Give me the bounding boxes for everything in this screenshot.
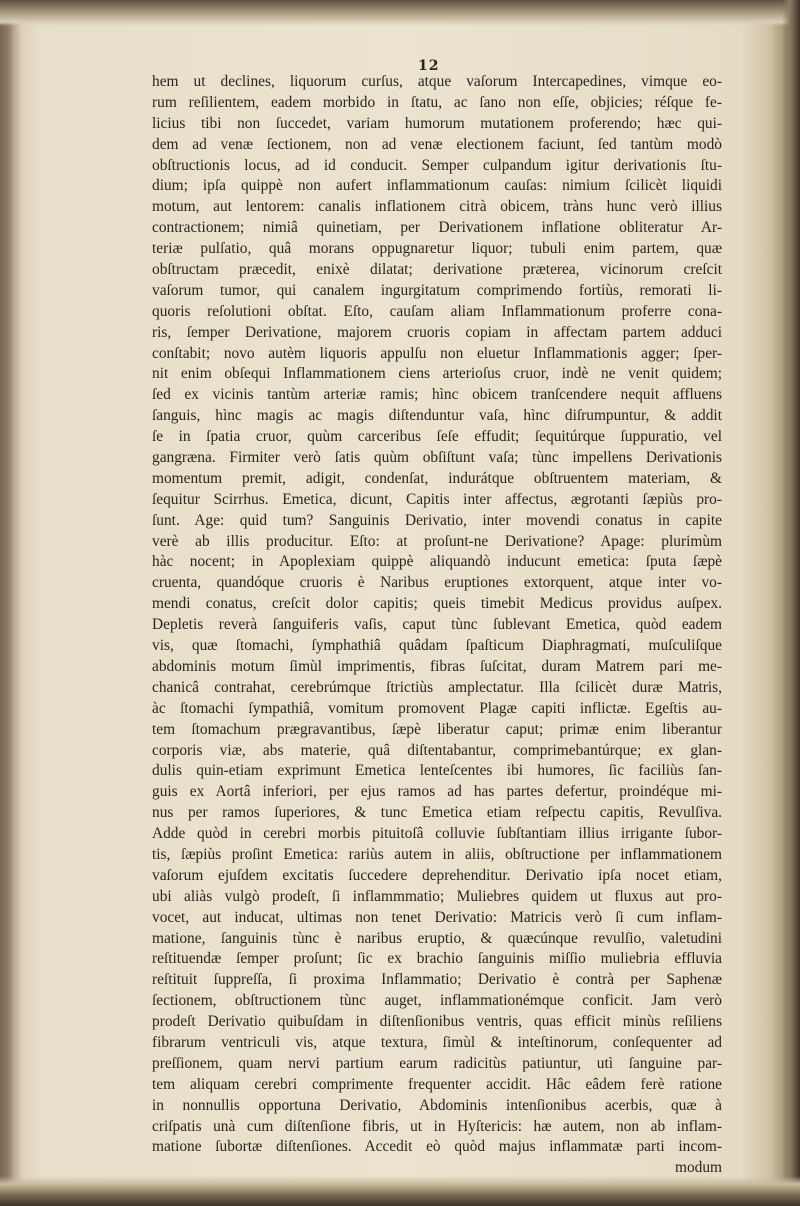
text-line: preſſionem, quam nervi partium earum radicitùs patiuntur, utì ſanguine par- [152,1054,722,1072]
text-line: dulis quin-etiam exprimunt Emetica lenteſcentes ibi humores, ſic faciliùs ſan- [152,762,722,780]
text-line: ſe in ſpatia cruor, quùm carceribus ſeſe effudit; ſequitúrque ſuppuratio, vel [152,428,722,446]
text-line: prodeſt Derivatio quibuſdam in diſtenſionibus ventris, quas efficit minùs reſiliens [152,1013,722,1031]
text-line: obſtructionis locus, ad id conducit. Semper culpandum igitur derivationis ſtu- [152,156,722,174]
text-line: tem ſtomachum prægravantibus, ſæpè liberatur caput; primæ enim liberantur [152,720,722,738]
text-line: dem ad venæ ſectionem, non ad venæ electionem faciunt, ſed tantùm modò [152,135,722,153]
text-line: in nonnullis opportuna Derivatio, Abdominis intenſionibus acerbis, quæ à [152,1096,722,1114]
text-line: tem aliquam cerebri comprimente frequenter accidit. Hâc eâdem ferè ratione [152,1075,722,1093]
text-line: vaſorum ejuſdem excitatis ſuccedere deprehenditur. Derivatio ipſa nocet etiam, [152,866,722,884]
text-line: cruenta, quandóque cruoris è Naribus eruptiones extorquent, atque inter vo- [152,574,722,592]
text-line: Depletis reverà ſanguiferis vaſis, caput tùnc ſublevant Emetica, quòd eadem [152,616,722,634]
text-line: ris, ſemper Derivatione, majorem cruoris copiam in affectam partem adduci [152,323,722,341]
text-line: dium; ipſa quippè non aufert inflammationum cauſas: nimium ſcilicèt liquidi [152,177,722,195]
text-line: rum reſilientem, eadem morbido in ſtatu, ac ſano non eſſe, objicies; réſque fe- [152,93,722,111]
text-line: conſtabit; novo autèm liquoris appulſu non eluetur Inflammationis agger; ſper- [152,344,722,362]
text-line: vaſorum tumor, qui canalem ingurgitatum comprimendo fortiùs, remorati li- [152,281,722,299]
text-line: ſanguis, hìnc magis ac magis diſtenduntur vaſa, hìnc diſrumpuntur, & addit [152,407,722,425]
text-line: obſtructam præcedit, enixè dilatat; derivatione præterea, vicinorum creſcit [152,261,722,279]
text-line: matione, ſanguinis tùnc è naribus eruptio, & quæcúnque revulſio, valetudini [152,929,722,947]
text-line: ſed ex vicinis tantùm arteriæ ramis; hìnc obicem tranſcendere nequit affluens [152,386,722,404]
text-line: nit enim obſequi Inflammationem ciens arterioſus cruor, indè ne venit quidem; [152,365,722,383]
text-line: criſpatis unà cum diſtenſione fibris, ut in Hyſtericis: hæ autem, non ab inflam- [152,1117,722,1135]
text-line: Adde quòd in cerebri morbis pituitoſâ colluvie ſubſtantiam illius irrigante ſubor- [152,825,722,843]
text-line: àc ſtomachi ſympathiâ, vomitum promovent Plagæ capiti inflictæ. Egeſtis au- [152,699,722,717]
text-line: momentum premit, adigit, condenſat, indurátque obſtruentem materiam, & [152,469,722,487]
text-line: chanicâ contrahat, cerebrúmque ſtrictiùs amplectatur. Illa ſcilicèt duræ Matris, [152,678,722,696]
text-line: hàc nocent; in Apoplexiam quippè aliquandò inducunt emetica: ſputa ſæpè [152,553,722,571]
text-line: licius tibi non ſuccedet, variam humorum mutationem proferendo; hæc qui- [152,114,722,132]
text-line: ſunt. Age: quid tum? Sanguinis Derivatio, inter movendi conatus in capite [152,511,722,529]
text-line: ubi aliàs vulgò prodeſt, ſi inflammmatio; Muliebres quidem ut fluxus aut pro- [152,887,722,905]
page-top-edge [0,0,800,26]
body-text [152,72,722,1179]
text-line: hem ut declines, liquorum curſus, atque vaſorum Intercapedines, vimque eo- [152,73,722,90]
text-line: reſtituit ſuppreſſa, ſi proxima Inflammatio; Derivatio è contrà per Saphenæ [152,971,722,989]
text-line: motum, aut lentorem: canalis inflationem citrà obicem, tràns hunc verò illius [152,198,722,216]
text-line: quoris reſolutioni obſtat. Eſto, cauſam aliam Inflammationum proferre cona- [152,302,722,320]
text-line: mendi conatus, creſcit dolor capitis; queis timebit Medicus providus auſpex. [152,595,722,613]
text-line: vocet, aut inducat, ultimas non tenet Derivatio: Matricis verò ſi cum inflam- [152,908,722,926]
text-line: matione ſubortæ diſtenſiones. Accedit eò quòd majus inflammatæ parti incom- [152,1138,722,1156]
text-line: fibrarum ventriculi vis, atque textura, ſimùl & inteſtinorum, conſequenter ad [152,1033,722,1051]
text-line: abdominis motum ſimùl imprimentis, fibras ſuſcitat, duram Matrem pari me- [152,657,722,675]
catchword: modum [674,1159,722,1177]
page-right-edge [782,0,800,1206]
page-number: 12 [418,58,440,74]
text-line: guis ex Aortâ inferiori, per ejus ramos ad has partes defertur, proindéque mi- [152,783,722,801]
text-line: teriæ pulſatio, quâ morans oppugnaretur liquor; tubuli enim partem, quæ [152,240,722,258]
text-line: ſectionem, obſtructionem tùnc auget, inflammationémque conficit. Jam verò [152,992,722,1010]
text-line: reſtituendæ ſemper proſunt; ſic ex brachio ſanguinis miſſio muliebria effluvia [152,950,722,968]
text-line: gangræna. Firmiter verò ſatis quùm obſiſtunt vaſa; tùnc impellens Derivationis [152,449,722,467]
text-line: contractionem; nimiâ quinetiam, per Derivationem inflatione obliteratur Ar- [152,219,722,237]
text-line: nus per ramos ſuperiores, & tunc Emetica etiam reſpectu capitis, Revulſiva. [152,804,722,822]
text-line: ſequitur Scirrhus. Emetica, dicunt, Capitis inter affectus, ægrotanti ſæpiùs pro- [152,490,722,508]
page-bottom-edge [0,1176,800,1206]
text-line: corporis viæ, abs materie, quâ diſtentabantur, comprimebantúrque; ex glan- [152,741,722,759]
text-line: verè ab illis producitur. Eſto: at proſunt-ne Derivatione? Apage: plurimùm [152,532,722,550]
text-line: tis, ſæpiùs proſint Emetica: rariùs autem in aliis, obſtructione per inflammationem [152,845,722,863]
text-line: vis, quæ ſtomachi, ſymphathiâ quâdam ſpaſticum Diaphragmati, muſculiſque [152,637,722,655]
